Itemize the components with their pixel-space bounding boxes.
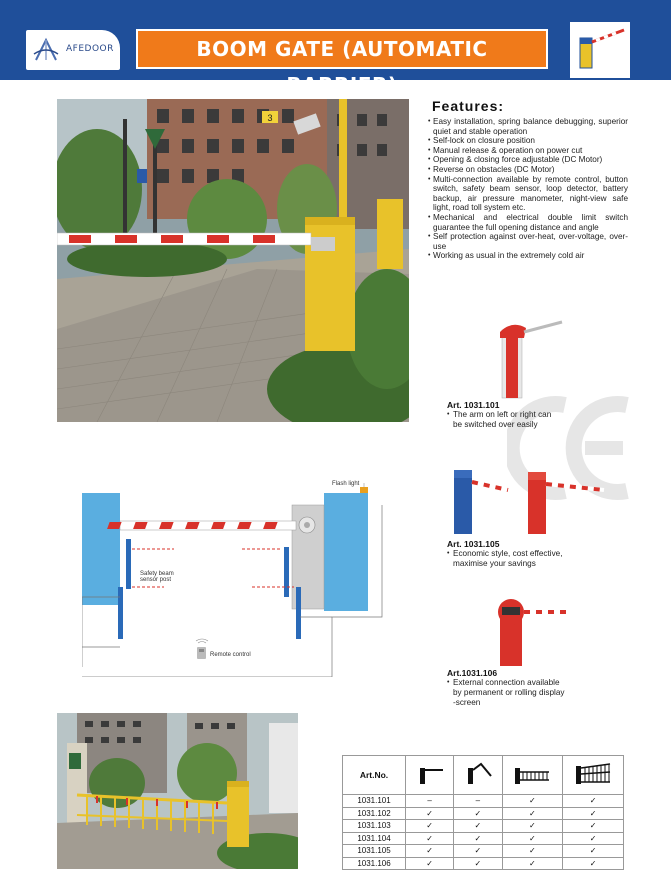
safety-beam-post	[284, 547, 289, 597]
table-header-col-4	[563, 756, 624, 795]
table-row	[343, 832, 624, 845]
table-cell: ✓	[563, 807, 624, 820]
product-art-number: Art. 1031.101	[447, 400, 500, 410]
table-header-col-3	[502, 756, 563, 795]
logo-text: AFEDOOR	[66, 44, 114, 54]
product-1031-101	[447, 400, 607, 430]
table-header-art-no: Art.No.	[343, 756, 406, 795]
table-cell-art: 1031.101	[343, 795, 406, 808]
table-cell: ✓	[502, 857, 563, 870]
feature-item: • Mechanical and electrical double limit switch guarantee the full opening distance and angle	[428, 213, 628, 232]
feature-item: • Easy installation, spring balance debugging, superior quiet and stable operation	[428, 117, 628, 136]
product-image-1031-105	[446, 468, 606, 536]
product-desc-line: be switched over easily	[453, 420, 538, 429]
table-cell: ✓	[454, 857, 502, 870]
table-cell: ✓	[563, 820, 624, 833]
fence-arm-icon	[513, 762, 551, 786]
product-desc-line: The arm on left or right can	[453, 410, 552, 419]
table-cell: ✓	[563, 857, 624, 870]
table-cell: ✓	[563, 845, 624, 858]
right-wall	[324, 493, 368, 611]
table-cell: ✓	[454, 807, 502, 820]
features-section	[428, 98, 628, 261]
product-1031-105	[447, 539, 617, 569]
fence-barrier-photo	[57, 713, 298, 869]
building-sign-number: 3	[267, 113, 273, 123]
flash-light-label: Flash light	[332, 481, 360, 487]
table-cell-art: 1031.104	[343, 832, 406, 845]
safety-beam-label: Safety beam	[140, 571, 174, 577]
page-title: BOOM GATE (AUTOMATIC BARRIER)	[196, 37, 488, 97]
product-description	[447, 410, 607, 430]
table-cell: –	[454, 795, 502, 808]
feature-item: • Opening & closing force adjustable (DC Motor)	[428, 155, 628, 165]
product-1031-106	[447, 668, 617, 708]
table-cell-art: 1031.102	[343, 807, 406, 820]
safety-beam-post	[126, 539, 131, 589]
boom-gate-icon	[570, 22, 630, 78]
remote-control-label: Remote control	[210, 652, 251, 658]
table-cell: ✓	[454, 820, 502, 833]
table-header-row	[343, 756, 624, 795]
art-number-table	[342, 755, 624, 870]
page-header	[0, 0, 671, 97]
installation-photo	[57, 99, 409, 422]
table-row	[343, 795, 624, 808]
sensor-post-label: sensor post	[140, 577, 172, 583]
product-desc-line: by permanent or rolling display	[453, 688, 565, 697]
title-banner	[136, 29, 548, 97]
table-cell: ✓	[502, 845, 563, 858]
table-cell: ✓	[502, 807, 563, 820]
table-cell: ✓	[406, 832, 454, 845]
table-cell: ✓	[502, 795, 563, 808]
table-cell-art: 1031.106	[343, 857, 406, 870]
table-header-col-2	[454, 756, 502, 795]
logo-emblem-icon	[32, 36, 60, 64]
table-cell: ✓	[502, 820, 563, 833]
left-wall	[82, 493, 120, 605]
table-row	[343, 820, 624, 833]
safety-beam-post	[296, 587, 301, 639]
articulated-arm-icon	[463, 762, 493, 786]
product-image-1031-101	[496, 318, 564, 400]
feature-item: • Reverse on obstacles (DC Motor)	[428, 165, 628, 175]
double-fence-arm-icon	[574, 762, 612, 786]
installation-diagram	[82, 477, 412, 677]
product-art-number: Art. 1031.105	[447, 539, 500, 549]
features-title: Features:	[432, 98, 505, 114]
product-desc-line: External connection available	[453, 678, 560, 687]
table-row	[343, 845, 624, 858]
remote-control-icon	[196, 639, 208, 659]
feature-item: • Self protection against over-heat, over-voltage, over-use	[428, 232, 628, 251]
features-list	[428, 117, 628, 261]
company-logo	[26, 30, 120, 70]
table-cell-art: 1031.105	[343, 845, 406, 858]
table-cell: ✓	[406, 807, 454, 820]
table-cell: –	[406, 795, 454, 808]
product-image-1031-106	[492, 598, 574, 668]
product-art-number: Art.1031.106	[447, 668, 498, 678]
flash-light-icon	[360, 487, 368, 493]
safety-beam-post	[118, 587, 123, 639]
feature-item: • Working as usual in the extremely cold air	[428, 251, 628, 261]
table-row	[343, 857, 624, 870]
table-cell: ✓	[502, 832, 563, 845]
feature-item: • Self-lock on closure position	[428, 136, 628, 146]
table-cell: ✓	[406, 820, 454, 833]
feature-item: • Multi-connection available by remote control, button switch, safety beam sensor, loop detector, battery backup, air pressure manometer, night-view safe light, road toll system etc.	[428, 175, 628, 213]
feature-item: • Manual release & operation on power cut	[428, 146, 628, 156]
table-cell: ✓	[454, 845, 502, 858]
table-cell-art: 1031.103	[343, 820, 406, 833]
product-desc-line: Economic style, cost effective,	[453, 549, 563, 558]
table-cell: ✓	[454, 832, 502, 845]
table-cell: ✓	[563, 795, 624, 808]
table-row	[343, 807, 624, 820]
table-cell: ✓	[406, 857, 454, 870]
table-cell: ✓	[406, 845, 454, 858]
product-desc-line: -screen	[453, 698, 481, 707]
product-description	[447, 678, 617, 708]
straight-arm-icon	[415, 762, 445, 786]
table-cell: ✓	[563, 832, 624, 845]
product-desc-line: maximise your savings	[453, 559, 536, 568]
product-description	[447, 549, 617, 569]
table-header-col-1	[406, 756, 454, 795]
